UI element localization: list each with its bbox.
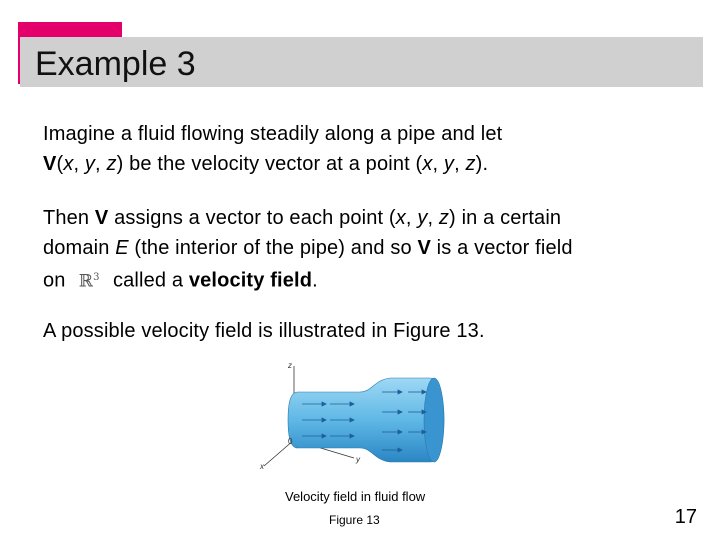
var-z: z: [465, 153, 476, 175]
paragraph-3: [43, 316, 703, 346]
vector-v: V: [417, 237, 431, 259]
text-fragment: ,: [432, 153, 444, 175]
real-space-symbol: [71, 263, 107, 297]
var-y: y: [417, 207, 428, 229]
symbol-r: ℝ: [78, 271, 94, 292]
text-fragment: is a vector field: [430, 237, 573, 259]
text-fragment: Then: [43, 207, 95, 229]
var-x: x: [395, 207, 406, 229]
paragraph-3-text: A possible velocity field is illustrated in Figure 13.: [43, 320, 485, 342]
slide-title: Example 3: [35, 45, 196, 83]
figure-label: Figure 13: [329, 513, 380, 527]
text-fragment: (: [56, 153, 64, 175]
text-fragment: ,: [95, 153, 107, 175]
paragraph-2-line-1: [43, 203, 703, 233]
var-y: y: [84, 153, 96, 175]
text-fragment: ).: [475, 153, 489, 175]
paragraph-2-line-2: [43, 233, 703, 263]
text-fragment: ) be the velocity vector at a point (: [116, 153, 423, 175]
text-fragment: (the interior of the pipe) and so: [128, 237, 418, 259]
term-velocity-field: velocity field: [188, 269, 313, 292]
paragraph-2-line-3: [43, 263, 703, 297]
z-axis-label: z: [288, 361, 292, 370]
var-y: y: [443, 153, 455, 175]
text-fragment: on: [43, 269, 72, 292]
paragraph-2: [43, 203, 703, 297]
var-e: E: [115, 237, 129, 259]
text-fragment: assigns a vector to each point (: [108, 207, 396, 229]
text-fragment: ,: [405, 207, 418, 229]
paragraph-1-line-2: [43, 149, 703, 179]
paragraph-1-line-1: Imagine a fluid flowing steadily along a pipe and let: [43, 123, 503, 145]
paragraph-1: [43, 119, 703, 179]
origin-label: 0: [288, 437, 293, 446]
var-z: z: [438, 207, 450, 229]
x-axis-label: x: [260, 462, 264, 471]
var-z: z: [106, 153, 117, 175]
vector-v: V: [43, 153, 57, 175]
text-fragment: domain: [43, 237, 116, 259]
text-fragment: ,: [427, 207, 439, 229]
text-fragment: ,: [73, 153, 85, 175]
text-fragment: ,: [454, 153, 466, 175]
text-fragment: called a: [107, 269, 189, 292]
var-x: x: [63, 153, 74, 175]
vector-v: V: [94, 207, 109, 229]
pipe-opening: [424, 378, 444, 462]
y-axis-label: y: [356, 455, 360, 464]
velocity-field-figure: [258, 356, 468, 478]
figure-caption: Velocity field in fluid flow: [285, 489, 426, 504]
page-number: 17: [674, 506, 697, 528]
var-x: x: [422, 153, 433, 175]
symbol-exponent: 3: [93, 272, 100, 283]
text-fragment: .: [312, 269, 318, 292]
text-fragment: ) in a certain: [449, 207, 562, 229]
